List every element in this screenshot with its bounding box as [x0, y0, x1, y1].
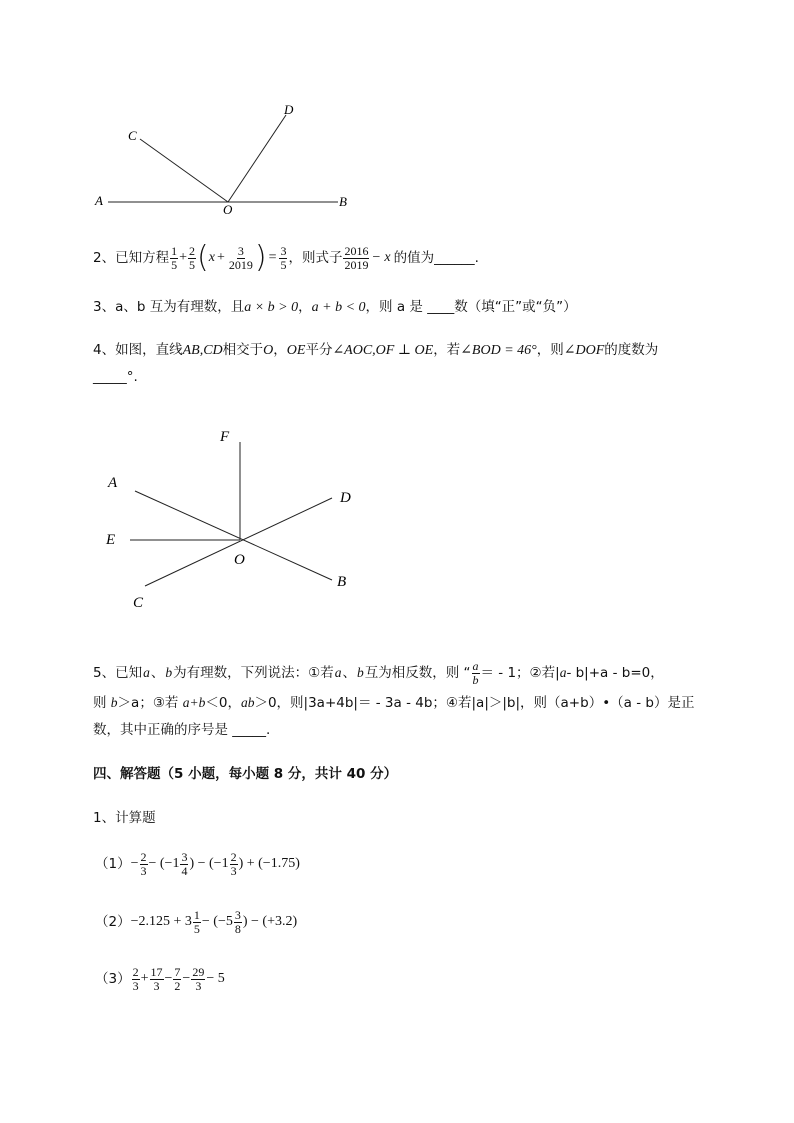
q5-l1-a: 5、已知: [93, 665, 143, 681]
part-1-f3-denominator: 3: [230, 863, 237, 878]
part-3-f1-denominator: 3: [132, 978, 139, 993]
q4-text-d: 平分: [305, 342, 333, 358]
figure-2-angle-diagram: [95, 420, 375, 620]
q5-l1-c: 、: [150, 665, 165, 681]
label-d-2: D: [340, 490, 351, 506]
part-3-f3-denominator: 2: [174, 978, 181, 993]
q4-math-o: O: [263, 343, 274, 358]
q2-left-paren: (: [197, 240, 209, 275]
part-2-label: （2）: [95, 914, 131, 930]
part-3-tail: − 5: [206, 971, 225, 986]
q2-f1-numerator: 1: [171, 243, 178, 258]
part-2-f1-numerator: 1: [193, 907, 200, 922]
part-1-label: （1）: [95, 856, 131, 872]
part-2-fraction-1: [193, 909, 201, 936]
q5-l1-l: - b|+a - b=0，: [566, 665, 664, 681]
q5-l2-c: ＞a；③若: [117, 695, 179, 711]
q5-l1-var-a-3: a: [559, 665, 567, 680]
q2-variable-x: x: [208, 250, 215, 265]
label-b-2: B: [337, 574, 347, 590]
part-3-f1-numerator: 2: [132, 964, 139, 979]
label-b: B: [339, 194, 347, 209]
part-3-fraction-2: [150, 966, 164, 993]
q2-tail: 的值为______.: [393, 250, 479, 266]
q2-f5-numerator: 2016: [344, 243, 369, 258]
part-2-fraction-2: [234, 909, 242, 936]
q5-l2-var-ab-sum: a+b: [182, 695, 206, 710]
part-3-f4-numerator: 29: [192, 964, 205, 979]
q5-l1-e: 为有理数，下列说法：①若: [173, 665, 334, 681]
q4-text-g: 的度数为: [604, 342, 659, 358]
part-1-f1-denominator: 3: [140, 863, 147, 878]
q2-f2-numerator: 2: [189, 243, 195, 258]
q4-text-c: ，: [273, 342, 287, 358]
q3-math-2: a + b < 0: [311, 300, 366, 315]
part-1-fraction-3: [230, 851, 238, 878]
question-5-line-1: [93, 656, 664, 690]
q2-fraction-5: [343, 245, 369, 272]
q2-f3-numerator: 3: [237, 243, 244, 258]
label-a: A: [95, 193, 103, 208]
q2-f2-denominator: 5: [189, 257, 195, 272]
part-3-minus-2: −: [182, 971, 191, 986]
part-1-f3-numerator: 2: [230, 849, 237, 864]
line-cd: [145, 498, 332, 586]
question-2: [93, 240, 479, 276]
figure-1-angle-diagram: [90, 95, 370, 225]
question-4: [93, 340, 658, 361]
q5-l2-var-ab: ab: [240, 695, 255, 710]
section-4-title: 四、解答题（5 小题，每小题 8 分，共计 40 分）: [93, 766, 398, 782]
q5-l2-a: 则: [93, 695, 107, 711]
q2-f4-numerator: 3: [280, 243, 287, 258]
problem-1-part-2: [95, 903, 297, 941]
part-1-f1-numerator: 2: [140, 849, 147, 864]
question-5-line-2: [93, 693, 694, 713]
part-3-minus-1: −: [164, 971, 173, 986]
q4-math-ab-cd: AB,CD: [182, 343, 223, 358]
part-3-fraction-1: [132, 966, 140, 993]
q4-text-f: ，则: [536, 342, 564, 358]
q5-l1-i: 互为相反数，则 “: [364, 665, 471, 681]
q3-separator: ，: [298, 299, 312, 315]
part-3-label: （3）: [95, 971, 131, 987]
q4-math-oe: OE: [286, 343, 306, 358]
q2-equals: =: [268, 250, 277, 265]
q2-f1-denominator: 5: [171, 257, 178, 272]
label-e: E: [106, 532, 116, 548]
part-3-f3-numerator: 7: [174, 964, 181, 979]
q2-middle-text: ，则式子: [288, 250, 343, 266]
q2-minus-x: − x: [371, 250, 391, 265]
q2-fraction-4: [279, 245, 287, 272]
part-1-text-d: ) + (−1.75): [238, 856, 300, 871]
part-1-f2-numerator: 3: [181, 849, 188, 864]
label-c-2: C: [133, 595, 144, 611]
part-3-plus: +: [140, 971, 149, 986]
problem-1-part-3: [95, 960, 225, 998]
q4-math-bod: ∠BOD = 46°: [460, 343, 537, 358]
part-2-text-b: − (−5: [201, 914, 233, 929]
q5-l2-var-b: b: [110, 695, 118, 710]
q5-l1-var-a-2: a: [334, 665, 342, 680]
q2-fraction-2: [188, 245, 196, 272]
q3-text-a: 3、a、b 互为有理数，且: [93, 299, 245, 315]
q4-text-e: ，若: [433, 342, 461, 358]
problem-1-title: 1、计算题: [93, 810, 156, 826]
q5-l1-var-a: a: [143, 665, 150, 680]
q5-l1-var-b-2: b: [356, 665, 364, 680]
part-2-text-c: ) − (+3.2): [242, 914, 298, 929]
label-f: F: [220, 429, 230, 445]
q2-f3-denominator: 2019: [228, 257, 253, 272]
label-c: C: [128, 128, 137, 143]
q3-math-1: a × b > 0: [244, 300, 299, 315]
q5-l1-var-b: b: [165, 665, 173, 680]
label-d: D: [284, 102, 294, 117]
problem-1-part-1: [95, 845, 300, 883]
q2-f4-denominator: 5: [280, 257, 287, 272]
q4-math-dof: ∠DOF: [563, 343, 605, 358]
part-2-f2-numerator: 3: [234, 907, 241, 922]
q3-text-b: ，则 a 是 ____数（填“正”或“负”）: [365, 299, 577, 315]
q5-l2-g: ＞0，则|3a+4b|＝ - 3a - 4b；④若|a|＞|b|，则（a+b）•（a - b）是正: [254, 695, 695, 711]
question-3: [93, 297, 577, 318]
q5-l2-e: ＜0，: [205, 695, 241, 711]
part-2-f2-denominator: 8: [234, 921, 241, 936]
question-5-line-3: 数，其中正确的序号是 _____.: [93, 722, 271, 738]
label-o: O: [223, 202, 233, 217]
part-3-f2-denominator: 3: [153, 978, 160, 993]
q2-fraction-3: [228, 245, 254, 272]
part-1-f2-denominator: 4: [181, 863, 188, 878]
q2-plus-2: +: [216, 250, 225, 265]
part-3-fraction-3: [173, 966, 181, 993]
q5-fraction-denominator: b: [472, 672, 479, 687]
label-o-2: O: [234, 552, 245, 568]
q2-plus: +: [179, 250, 187, 265]
label-a-2: A: [108, 475, 118, 491]
q2-f5-denominator: 2019: [344, 257, 369, 272]
q5-fraction-a-over-b: [472, 660, 480, 687]
q4-text-b: 相交于: [222, 342, 264, 358]
q5-l1-j: ＝ - 1；②若|: [480, 665, 560, 681]
part-1-minus: −: [130, 856, 139, 871]
q4-text-a: 4、如图，直线: [93, 342, 183, 358]
ray-oc: [140, 139, 228, 202]
q2-right-paren: ): [254, 240, 267, 275]
part-1-fraction-2: [180, 851, 188, 878]
part-3-f4-denominator: 3: [195, 978, 202, 993]
part-2-text-a: −2.125 + 3: [130, 914, 192, 929]
part-1-text-c: ) − (−1: [189, 856, 229, 871]
part-3-f2-numerator: 17: [150, 964, 163, 979]
part-2-f1-denominator: 5: [193, 921, 200, 936]
question-4-answer-blank: _____°.: [93, 369, 138, 385]
q2-prefix: 2、已知方程: [93, 250, 170, 266]
q4-math-aoc: ∠AOC,OF ⊥ OE: [332, 343, 434, 358]
q5-fraction-numerator: a: [472, 658, 479, 673]
q2-fraction-1: [170, 245, 178, 272]
part-1-fraction-1: [140, 851, 148, 878]
q5-l1-g: 、: [342, 665, 356, 681]
part-1-text-b: − (−1: [148, 856, 180, 871]
part-3-fraction-4: [191, 966, 205, 993]
ray-od: [228, 115, 286, 202]
